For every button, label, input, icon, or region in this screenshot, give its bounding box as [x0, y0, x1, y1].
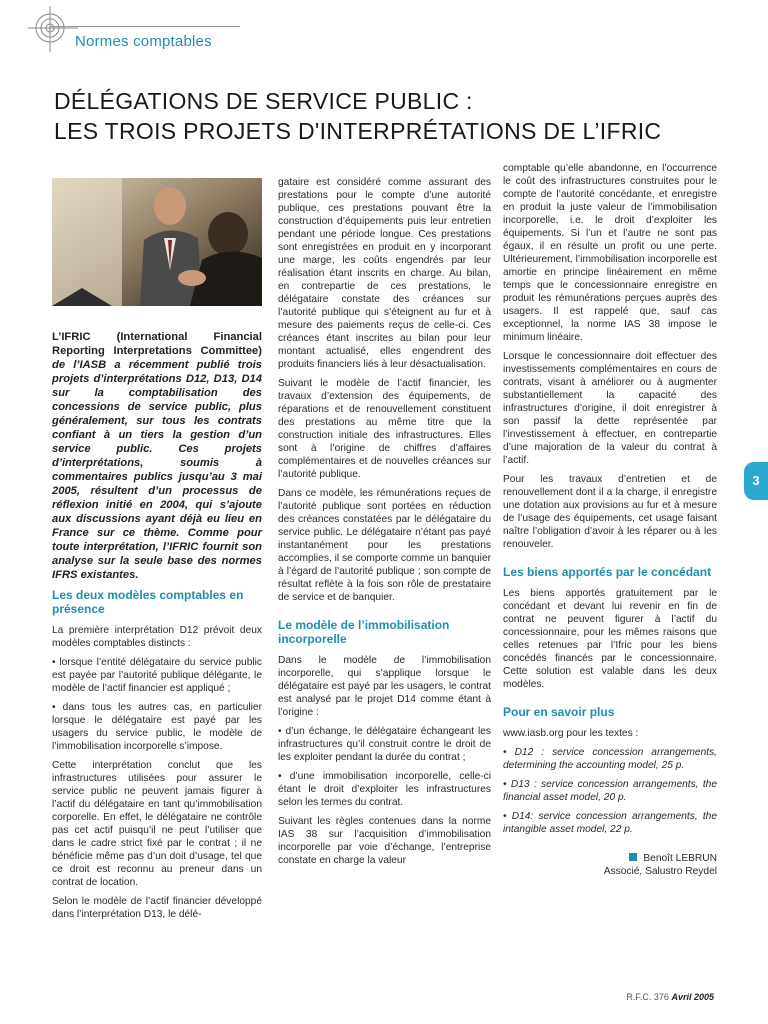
paragraph: gataire est considéré comme assurant des prestations pour le compte d’une autorité publique, ces prestations pouvant être la construction d’équipements puis leur entretien pendant une période longue. Ces prestations sont enregistrées en produit en y incorporant une marge, les coûts engendrés par leur réalisation étant inscrits en charge. Au bilan, en contrepartie de ces prestations, le délégataire constate des créances sur l’autorité publique qui s’éteignent au fur et à mesure des paiements reçus de celle-ci. Ces créances étant inscrites au bilan pour leur montant actualisé, elles engendrent des produits financiers liés à leur désactualisation. — [278, 177, 491, 370]
column-2 — [278, 176, 491, 873]
heading-immobilisation-incorporelle: Le modèle de l’immobilisation incorporelle — [278, 618, 450, 646]
heading-pour-en-savoir-plus: Pour en savoir plus — [503, 705, 615, 719]
column-3 — [503, 162, 717, 878]
section-label: Normes comptables — [75, 33, 212, 50]
column-1 — [52, 330, 262, 927]
paragraph: La première interprétation D12 prévoit deux modèles comptables distincts : — [52, 625, 262, 649]
reference-item: • D13 : service concession arrangements, the financial asset model, 20 p. — [503, 779, 717, 803]
article-title — [54, 86, 661, 146]
page-footer — [626, 992, 714, 1002]
reference-item: • D14: service concession arrangements, the intangible asset model, 22 p. — [503, 811, 717, 835]
footer-issue: R.F.C. 376 — [626, 992, 669, 1002]
title-line-2: LES TROIS PROJETS D'INTERPRÉTATIONS DE L’IFRIC — [54, 118, 662, 144]
bullet-item: • dans tous les autres cas, en particulier lorsque le délégataire est payé par les usagers du service public, le modèle de l’immobilisation incorporelle s’impose. — [52, 702, 262, 752]
paragraph: Dans le modèle de l’immobilisation incorporelle, qui s’applique lorsque le délégataire est payé par les usagers, le contrat est analysé par le projet D14 comme étant à l’origine : — [278, 655, 491, 718]
bullet-item: • d’un échange, le délégataire échangeant les infrastructures qu’il construit contre le droit de les exploiter pendant la durée du contrat ; — [278, 726, 491, 763]
chapter-tab: 3 — [744, 462, 768, 500]
heading-deux-modeles: Les deux modèles comptables en présence — [52, 588, 244, 616]
author-name-line — [503, 852, 717, 865]
reference-item: • D12 : service concession arrangements, determining the accounting model, 25 p. — [503, 747, 717, 771]
author-name: Benoît LEBRUN — [643, 853, 717, 864]
paragraph: Cette interprétation conclut que les infrastructures utilisées pour assurer le service public ne peuvent jamais figurer à l’actif du délégataire en tant qu’immobilisation corporelle. En effet, le délégataire ne contrôle pas cet actif puisqu’il ne peut l’utiliser que dans le cadre strict fixé par le contrat ; il ne bénéficie même pas d’un doit d’usage, tel que ce droit est reconnu au preneur dans un contrat de location. — [52, 760, 262, 888]
paragraph: Selon le modèle de l’actif financier développé dans l’interprétation D13, le délé- — [52, 896, 262, 920]
reference-link-line[interactable]: www.iasb.org pour les textes : — [503, 728, 639, 739]
bullet-item: • d’une immobilisation incorporelle, celle-ci étant le droit d’exploiter les infrastructures selon les termes du contrat. — [278, 771, 491, 808]
paragraph: comptable qu’elle abandonne, en l’occurrence le coût des infrastructures construites pour le compte de l’autorité concédante, et enregistre en produit la juste valeur de l’immobilisation incorporelle, i.e. le droit d’exploiter les équipements. Si l’un et l’autre ne sont pas égaux, il en résulte un profit ou une perte. Ultérieurement, l’immobilisation incorporelle est amortie en principe linéairement en même temps que le concessionnaire enregistre en produit les rémunérations perçues auprès des usagers. Il est rappelé que, sauf cas exceptionnel, la norme IAS 38 impose le minimum linéaire. — [503, 163, 717, 343]
paragraph: Lorsque le concessionnaire doit effectuer des investissements complémentaires en cours de contrats, visant à améliorer ou à augmenter substantiellement la capacité des infrastructures d’origine, il doit enregistrer à son passif la dette représentée par l’investissement à effectuer, en contrepartie d’une majoration de la valeur du contrat à l’actif. — [503, 351, 717, 466]
intro-paragraph — [52, 330, 262, 582]
handshake-photo — [52, 178, 262, 306]
footer-date: Avril 2005 — [671, 992, 714, 1002]
crosshair-logo-icon — [24, 4, 80, 54]
paragraph: Pour les travaux d’entretien et de renouvellement dont il a la charge, il enregistre une dotation aux provisions au fur et à mesure de l’usage des équipements, cet usage faisant naître l’obligation d’avoir à les réparer ou à les renouveler. — [503, 474, 717, 550]
intro-body: de l’IASB a récemment publié trois projets d’interprétations D12, D13, D14 sur la comptabilisation des concessions de service public, plus généralement, sur tous les contrats confiant à un tiers la gestion d’un service public. Ces projets d’interprétations, soumis à commentaires publics jusqu’au 3 mai 2005, résultent d’un processus de réflexion initié en 2004, qui s’ajoute aux discussions ayant déjà eu lieu en France sur ce thème. Comme pour toute interprétation, l’IFRIC fournit son analyse sur la seule base des normes IFRS existantes. — [52, 359, 262, 581]
header-rule — [50, 26, 240, 27]
title-line-1: DÉLÉGATIONS DE SERVICE PUBLIC : — [54, 88, 473, 114]
paragraph: Dans ce modèle, les rémunérations reçues de l’autorité publique sont portées en réduction des créances constatées par le délégataire du service public. Le délégataire n’étant pas payé instantanément pour les prestations accomplies, il se comporte comme un banquier à l’égard de l’autorité publique ; son compte de résultat reflète à la fois son rôle de prestataire de service et de banquier. — [278, 488, 491, 603]
paragraph: Les biens apportés gratuitement par le concédant et devant lui revenir en fin de contrat ne peuvent figurer à l’actif du concessionnaire, pour les mêmes raisons que celles retenues par l’Ifric pour les biens concédés financés par le concessionnaire. Cette solution est valable dans les deux modèles. — [503, 588, 717, 690]
heading-biens-apportes: Les biens apportés par le concédant — [503, 565, 712, 579]
intro-lead: L’IFRIC — [52, 331, 91, 343]
author-role: Associé, Salustro Reydel — [603, 866, 717, 877]
paragraph: Suivant les règles contenues dans la norme IAS 38 sur l’acquisition d’immobilisation incorporelle par voie d’échange, l’entreprise constate en charge la valeur — [278, 816, 491, 866]
author-square-icon — [629, 853, 637, 861]
bullet-item: • lorsque l’entité délégataire du service public est payée par l’autorité publique délégante, le modèle de l’actif financier est appliqué ; — [52, 657, 262, 694]
intro-acronym: (International Financial Reporting Interpretations Committee) — [52, 331, 262, 357]
paragraph: Suivant le modèle de l’actif financier, les travaux d’extension des équipements, de réparations et de renouvellement constituent des prestations au même titre que la construction initiale des infrastructures. Elles sont à l’origine de chiffres d’affaires complémentaires et de nouvelles créances sur l’autorité publique. — [278, 378, 491, 480]
